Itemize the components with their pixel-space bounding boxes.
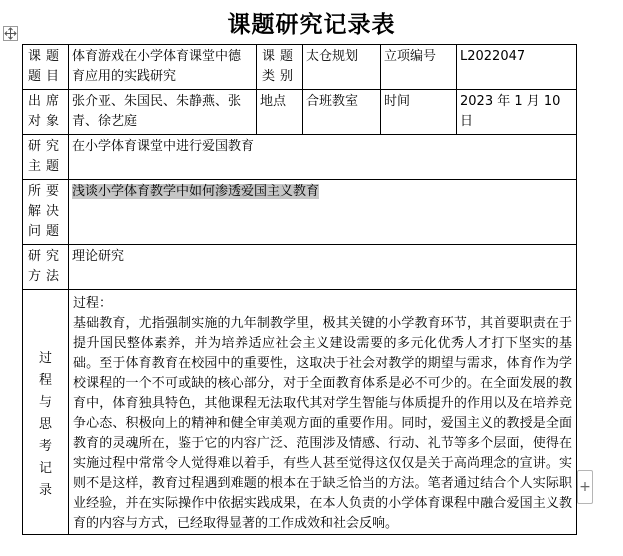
location-label: 地点 [257,90,303,135]
time-value[interactable]: 2023 年 1 月 10 日 [457,90,577,135]
category-label: 课题类别 [257,45,303,90]
problem-label: 所要解决问题 [23,180,69,245]
method-value[interactable]: 理论研究 [69,245,577,290]
table-move-handle[interactable] [3,26,18,41]
time-label: 时间 [381,90,457,135]
attendees-label: 出席对象 [23,90,69,135]
table-row [23,45,577,90]
topic-label: 课题题目 [23,45,69,90]
move-arrows-icon [4,27,17,40]
project-no-value[interactable]: L2022047 [457,45,577,90]
table-row [23,90,577,135]
category-value[interactable]: 太仓规划 [303,45,381,90]
process-content[interactable] [69,290,577,535]
process-heading: 过程： [73,296,113,311]
process-text: 基础教育，尤指强制实施的九年制教学里，极其关键的小学教育环节，其首要职责在于提升国民整体素养，并为培养适应社会主义建设需要的多元化优秀人才打下坚实的基础。至于体育教育在校园中的重要性，这取决于社会对教学的期望与需求，体育作为学校课程的一个不可或缺的核心部分，对于全面教育体系是必不可少的。在全面发展的教育中，体育独具特色，其他课程无法取代其对学生智能与体质提升的作用以及在培养竞争心态、积极向上的精神和健全审美观方面的重要作用。同时，爱国主义的教授是全面教育的灵魂所在，鉴于它的内容广泛、范围涉及情感、行动、礼节等多个层面，使得在实施过程中常常令人觉得难以着手，有些人甚至觉得这仅仅是关于高尚理念的宣讲。实则不是这样，教育过程遇到难题的根本在于缺乏恰当的方法。笔者通过结合个人实际职业经验，并在实际操作中依据实践成果，在本人负责的小学体育课程中融合爱国主义教育的内容与方式，已经取得显著的工作成效和社会反响。 [73,316,572,531]
problem-value[interactable]: 浅谈小学体育教学中如何渗透爱国主义教育 [72,184,320,199]
add-column-button[interactable] [577,470,593,504]
theme-value[interactable]: 在小学体育课堂中进行爱国教育 [69,135,577,180]
location-value[interactable]: 合班教室 [303,90,381,135]
table-row [23,180,577,245]
table-row [23,135,577,180]
method-label: 研究方法 [23,245,69,290]
table-row [23,290,577,535]
theme-label: 研究主题 [23,135,69,180]
table-row [23,245,577,290]
plus-icon: + [579,479,591,495]
project-no-label: 立项编号 [381,45,457,90]
topic-value[interactable]: 体育游戏在小学体育课堂中德育应用的实践研究 [69,45,257,90]
process-label: 过 程 与 思 考 记 录 [23,290,69,535]
attendees-value[interactable]: 张介亚、朱国民、朱静燕、张青、徐艺庭 [69,90,257,135]
record-table [22,44,577,535]
page-title: 课题研究记录表 [227,11,396,38]
